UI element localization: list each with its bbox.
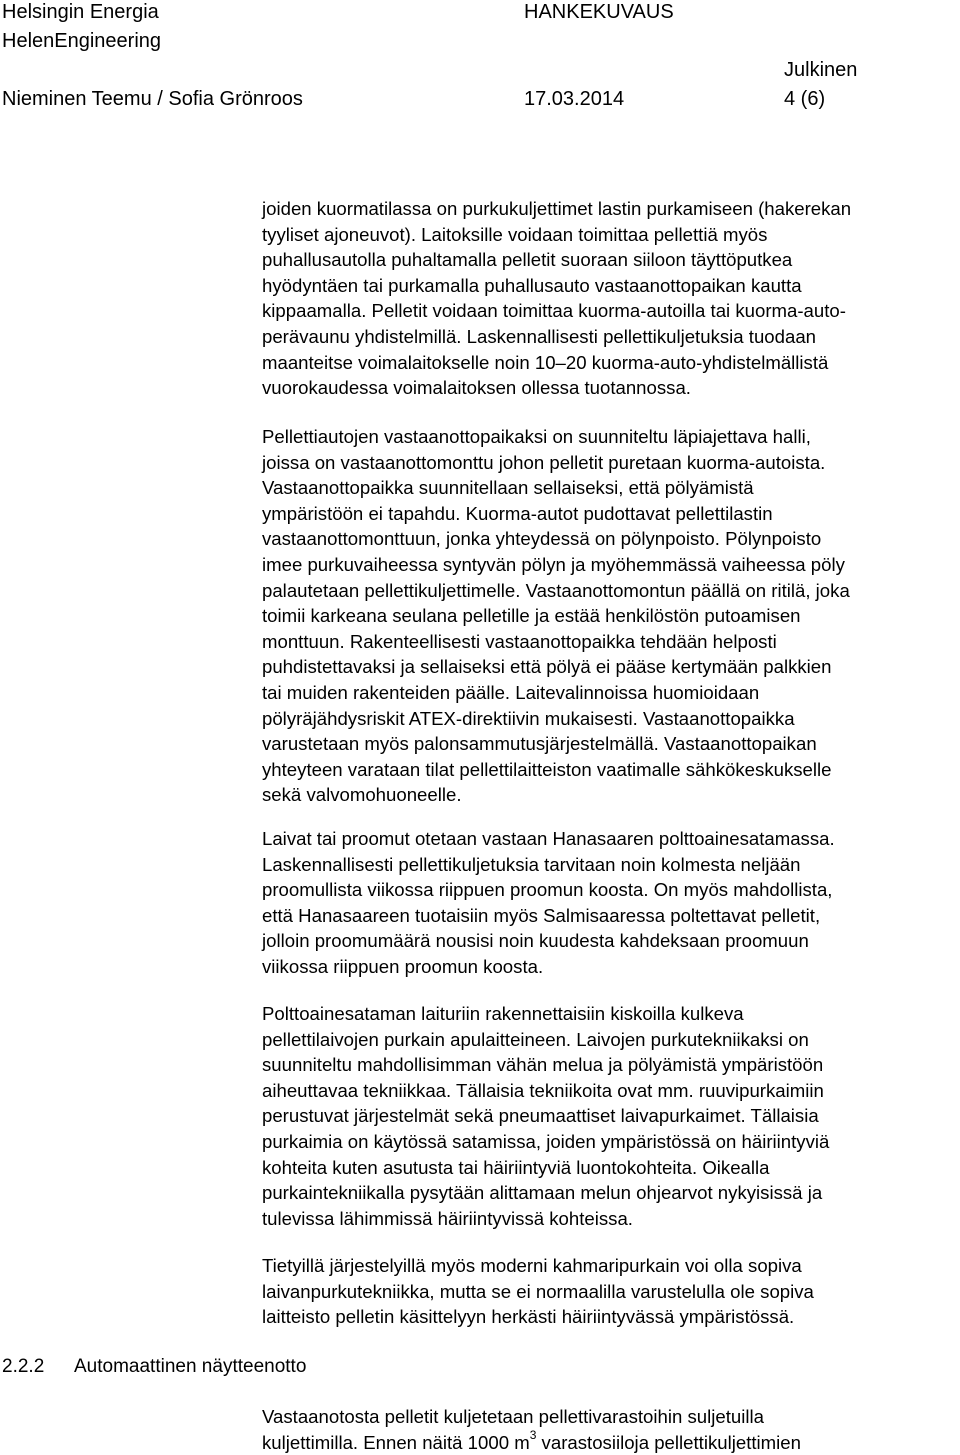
paragraph-line: palautetaan pellettikuljettimelle. Vastaanottomontun päällä on ritilä, joka (262, 579, 850, 601)
paragraph-3 (262, 826, 952, 980)
paragraph-line: tyyliset ajoneuvot). Laitoksille voidaan toimittaa pellettiä myös (262, 223, 768, 245)
paragraph-2 (262, 424, 952, 808)
paragraph-line: puhallusautolla puhaltamalla pelletit suoraan siiloon täyttöputkea (262, 249, 793, 271)
paragraph-line: hyödyntäen tai purkamalla puhallusauto vastaanottopaikan kautta (262, 274, 802, 296)
paragraph-line: yhteyteen varataan tilat pellettilaitteiston vaatimalle sähkökeskukselle (262, 758, 832, 780)
paragraph-line: tai muiden rakenteiden päälle. Laitevalinnoissa huomioidaan (262, 681, 760, 703)
paragraph-line: perävaunu yhdistelmillä. Laskennallisesti pellettikuljetuksia tuodaan (262, 325, 817, 347)
paragraph-line: vastaanottomonttuun, jonka yhteydessä on pölynpoisto. Pölynpoisto (262, 528, 822, 550)
paragraph-line: aiheuttavaa tekniikkaa. Tällaisia tekniikoita ovat mm. ruuvipurkaimiin (262, 1079, 824, 1101)
paragraph-line: kippaamalla. Pelletit voidaan toimittaa kuorma-autoilla tai kuorma-auto- (262, 300, 846, 322)
paragraph-line: kohteita kuten asutusta tai häiriintyviä luontokohteita. Oikealla (262, 1156, 770, 1178)
paragraph-line: pölyräjähdysriskit ATEX-direktiivin mukaisesti. Vastaanottopaikka (262, 707, 795, 729)
paragraph-line: Vastaanotosta pelletit kuljetetaan pellettivarastoihin suljetuilla (262, 1406, 764, 1427)
paragraph-line: puhdistettavaksi ja sellaiseksi että pölyä ei pääse kertymään palkkien (262, 656, 832, 678)
paragraph-6 (262, 1404, 952, 1455)
header-authors: Nieminen Teemu / Sofia Grönroos (2, 88, 303, 110)
paragraph-line: sekä valvomohuoneelle. (262, 784, 462, 806)
paragraph-line: joissa on vastaanottomonttu johon pelletit puretaan kuorma-autoista. (262, 451, 826, 473)
paragraph-line: toimii karkeana seulana pelletille ja estää henkilöstön putoamisen (262, 605, 801, 627)
paragraph-line: proomullista viikossa riippuen proomun koosta. On myös mahdollista, (262, 879, 833, 901)
paragraph-line: ympäristöön ei tapahdu. Kuorma-autot pudottavat pellettilastin (262, 502, 773, 524)
header-company: Helsingin Energia (2, 1, 159, 23)
paragraph-line: monttuun. Rakenteellisesti vastaanottopaikka tehdään helposti (262, 630, 777, 652)
header-unit: HelenEngineering (2, 30, 162, 52)
paragraph-line: pellettilaivojen purkain apulaitteineen. Laivojen purkutekniikaksi on (262, 1028, 809, 1050)
text-segment: kuljettimilla. Ennen näitä 1000 m (262, 1431, 530, 1453)
header-doc-type: HANKEKUVAUS (524, 1, 674, 23)
paragraph-line: suunniteltu mahdollisimman vähän melua ja pölyämistä ympäristöön (262, 1054, 824, 1076)
text-segment: varastosiiloja pellettikuljettimien (536, 1431, 801, 1453)
paragraph-4 (262, 1001, 952, 1231)
paragraph-line: Polttoainesataman laituriin rakennettaisiin kiskoilla kulkeva (262, 1003, 744, 1024)
header-date: 17.03.2014 (524, 88, 625, 110)
section-title: Automaattinen näytteenotto (74, 1356, 307, 1377)
paragraph-line: vuorokaudessa voimalaitoksen ollessa tuotannossa. (262, 377, 691, 399)
paragraph-line: imee purkuvaiheessa syntyvän pölyn ja myöhemmässä vaiheessa pöly (262, 553, 845, 575)
paragraph-line: että Hanasaareen tuotaisiin myös Salmisaaressa poltettavat pelletit, (262, 904, 821, 926)
paragraph-line: viikossa riippuen proomun koosta. (262, 955, 544, 977)
paragraph-line: tulevissa lähimmissä häiriintyvissä kohteissa. (262, 1207, 633, 1229)
paragraph-line (262, 1430, 952, 1455)
paragraph-line: varustetaan myös palonsammutusjärjestelmällä. Vastaanottopaikan (262, 733, 817, 755)
paragraph-line: perustuvat järjestelmät sekä pneumaattiset laivapurkaimet. Tällaisia (262, 1105, 819, 1127)
paragraph-line: jolloin proomumäärä nousisi noin kuudesta kahdeksaan proomuun (262, 930, 809, 952)
paragraph-line: laivanpurkutekniikka, mutta se ei normaalilla varustelulla ole sopiva (262, 1280, 814, 1302)
paragraph-line: Tietyillä järjestelyillä myös moderni kahmaripurkain voi olla sopiva (262, 1255, 802, 1276)
paragraph-line: Laivat tai proomut otetaan vastaan Hanasaaren polttoainesatamassa. (262, 828, 835, 849)
paragraph-1 (262, 196, 952, 401)
header-classification: Julkinen (784, 59, 858, 81)
paragraph-line: purkaintekniikalla pysytään alittamaan melun ohjearvot nykyisissä ja (262, 1182, 823, 1204)
paragraph-line: joiden kuormatilassa on purkukuljettimet lastin purkamiseen (hakerekan (262, 198, 852, 219)
paragraph-line: Laskennallisesti pellettikuljetuksia tarvitaan noin kolmesta neljään (262, 853, 801, 875)
paragraph-line: laitteisto pelletin käsittelyyn herkästi häiriintyvässä ympäristössä. (262, 1306, 795, 1328)
superscript: 3 (529, 1428, 537, 1443)
section-heading (2, 1355, 306, 1379)
paragraph-line: Vastaanottopaikka suunnitellaan sellaiseksi, että pölyämistä (262, 477, 754, 499)
paragraph-line: Pellettiautojen vastaanottopaikaksi on suunniteltu läpiajettava halli, (262, 426, 811, 447)
paragraph-line: maanteitse voimalaitokselle noin 10–20 kuorma-auto-yhdistelmällistä (262, 351, 829, 373)
paragraph-5 (262, 1253, 952, 1330)
header-page-number: 4 (6) (784, 88, 826, 110)
paragraph-line: purkaimia on käytössä satamissa, joiden ympäristössä on häiriintyviä (262, 1130, 830, 1152)
section-number: 2.2.2 (2, 1356, 45, 1377)
